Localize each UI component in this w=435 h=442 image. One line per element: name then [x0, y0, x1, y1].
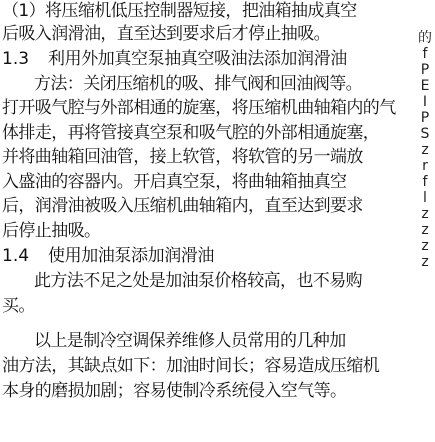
margin-glyph: P: [420, 62, 430, 78]
margin-glyph: l: [423, 190, 427, 206]
section-title: 使用加油泵添加润滑油: [48, 246, 214, 266]
body-text-line: 后，润滑油被吸入压缩机曲轴箱内，直至达到要求: [2, 196, 363, 216]
section-title: 利用外加真空泵抽真空吸油法添加润滑油: [48, 49, 347, 69]
margin-glyph: I: [422, 94, 428, 110]
margin-glyph: z: [421, 142, 429, 158]
margin-glyph: P: [420, 110, 430, 126]
section-heading-1-4: [2, 245, 214, 267]
margin-glyph: r: [422, 158, 428, 174]
margin-glyph: f: [422, 174, 428, 190]
body-text-line: （1）将压缩机低压控制器短接，把油箱抽成真空: [2, 1, 357, 21]
margin-glyph: z: [421, 222, 429, 238]
body-text-line: 买。: [2, 296, 35, 316]
margin-glyph-column: [417, 30, 433, 270]
body-text-line: 此方法不足之处是加油泵价格较高，也不易购: [34, 271, 362, 291]
body-text-line: 入盛油的容器内。开启真空泵，将曲轴箱抽真空: [2, 172, 347, 192]
body-text-line: 体排走，再将管接真空泵和吸气腔的外部相通旋塞，: [2, 123, 380, 143]
body-text-line: 打开吸气腔与外部相通的旋塞，将压缩机曲轴箱内的气: [2, 98, 396, 118]
margin-glyph: z: [421, 238, 429, 254]
body-text-line: 油方法，其缺点如下：加油时间长；容易造成压缩机: [2, 356, 380, 376]
section-heading-1-3: [2, 48, 347, 70]
body-text-line: 以上是制冷空调保养维修人员常用的几种加: [34, 331, 346, 351]
margin-glyph: f: [422, 46, 428, 62]
section-number: 1.3: [2, 49, 30, 69]
margin-glyph: E: [420, 78, 430, 94]
body-text-line: 并将曲轴箱回油管，接上软管，将软管的另一端放: [2, 147, 363, 167]
body-text-line: 方法：关闭压缩机的吸、排气阀和回油阀等。: [34, 74, 362, 94]
margin-glyph: S: [420, 126, 430, 142]
body-text-line: 后停止抽吸。: [2, 221, 101, 241]
margin-glyph: 的: [418, 30, 432, 46]
section-number: 1.4: [2, 246, 30, 266]
margin-glyph: z: [421, 206, 429, 222]
body-text-line: 后吸入润滑油，直至达到要求后才停止抽吸。: [2, 24, 330, 44]
margin-glyph: z: [421, 254, 429, 270]
body-text-line: 本身的磨损加剧；容易使制冷系统侵入空气等。: [2, 381, 347, 401]
